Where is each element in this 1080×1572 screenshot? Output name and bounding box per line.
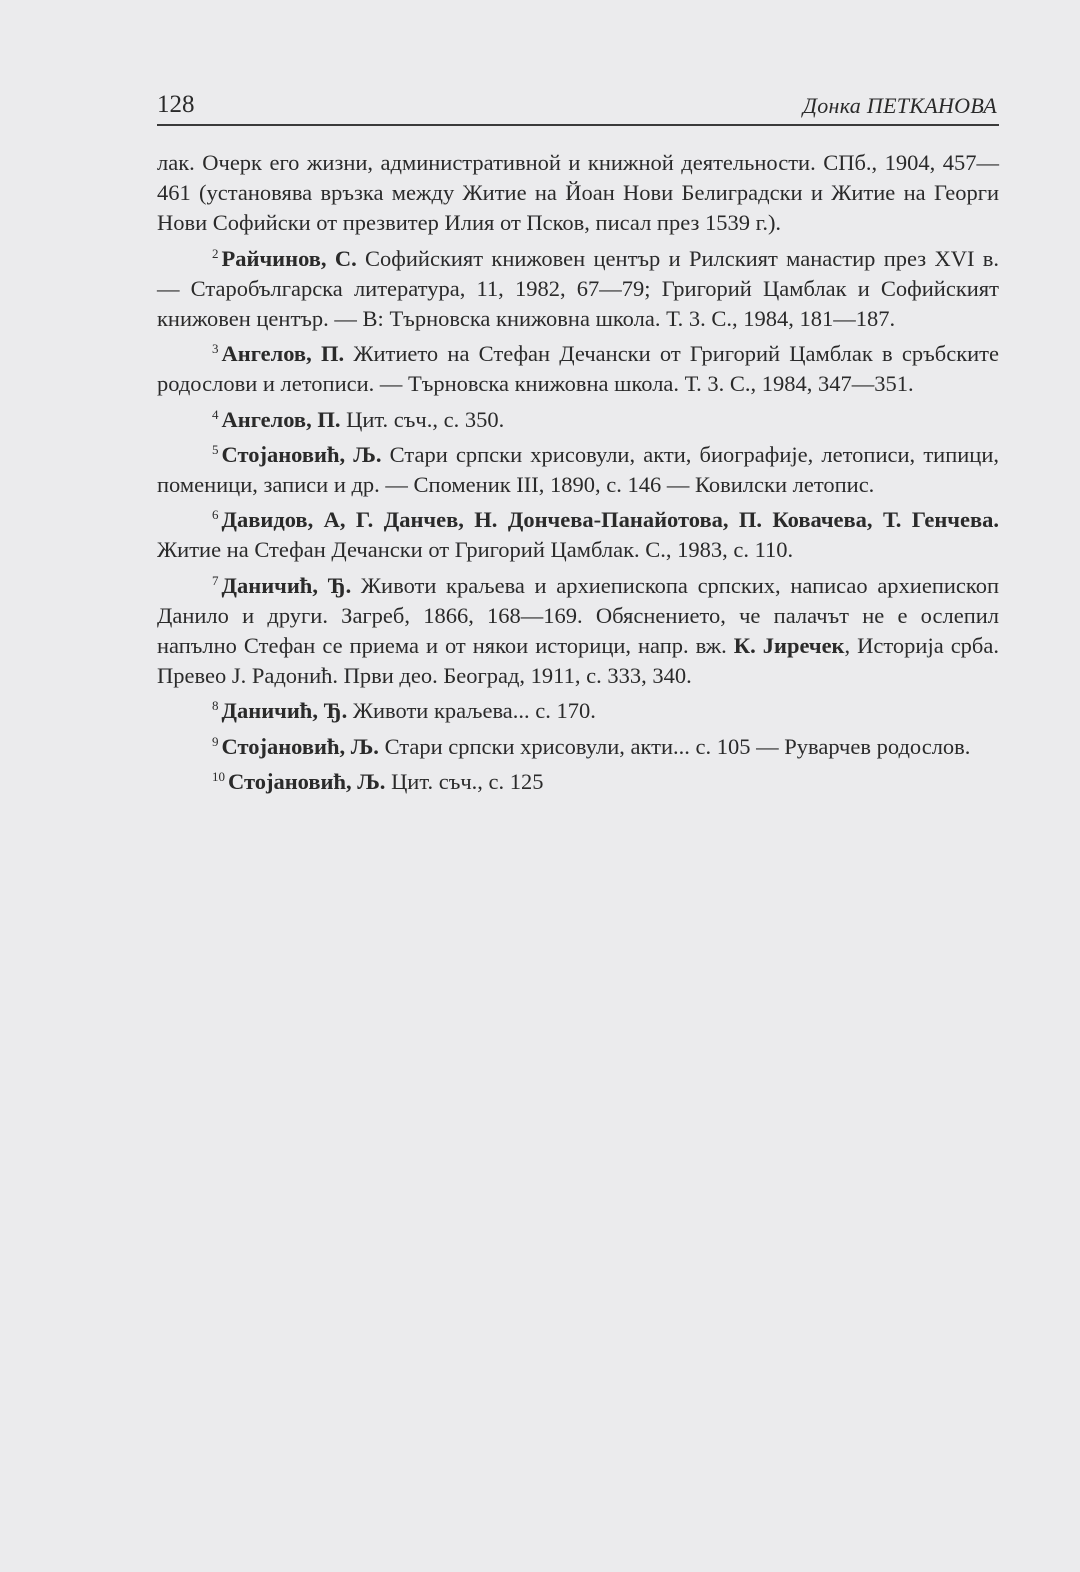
footnote-author: Ангелов, П.	[221, 341, 345, 367]
footnote-author: Стојановић, Љ.	[221, 441, 382, 467]
footnote-10	[157, 762, 999, 797]
footnote-3	[157, 334, 999, 399]
footnote-text: Животи краљева и архиепископа српских, написао архиепископ Данило и други. Загреб, 1866, 168—169. Обяснението, че палачът не е ослепил напълно Стефан се приема и от някои историци, напр. вж.	[157, 572, 999, 659]
footnote-author: Даничић, Ђ.	[221, 572, 352, 598]
footnote-number: 6	[212, 507, 219, 523]
footnote-text: Стари српски хрисовули, акти... с. 105 — Руварчев родослов.	[378, 733, 971, 759]
footnote-author: Стојановић, Љ.	[228, 768, 386, 794]
footnotes	[157, 148, 999, 797]
footnote-number: 9	[212, 733, 219, 749]
footnote-text: лак. Очерк его жизни, административной и книжной деятельности. СПб., 1904, 457—461 (установява връзка между Житие на Йоан Нови Белиградски и Житие на Георги Нови Софийски от презвитер Илия от Псков, писал през 1539 г.).	[157, 150, 999, 236]
footnote-number: 5	[212, 441, 219, 457]
footnote-5	[157, 435, 999, 500]
footnote-text: Цит. съч., с. 350.	[340, 406, 505, 432]
footnote-text: Цит. съч., с. 125	[385, 768, 544, 794]
footnote-author: Райчинов, С.	[221, 245, 357, 271]
footnote-text: , Историја срба. Превео Ј. Радонић. Први део. Београд, 1911, с. 333, 340.	[157, 633, 999, 689]
footnote-9	[157, 727, 999, 762]
footnote-number: 4	[212, 406, 219, 422]
footnote-number: 2	[212, 245, 219, 261]
footnote-text: Животи краљева... с. 170.	[347, 698, 596, 724]
footnote-author: Ангелов, П.	[221, 406, 341, 432]
footnote-8	[157, 691, 999, 726]
footnote-number: 8	[212, 698, 219, 714]
footnote-text: Стари српски хрисовули, акти, биографије, летописи, типици, поменици, записи и др. — Споменик III, 1890, с. 146 — Ковилски летопис.	[157, 441, 999, 498]
footnote-text: Софийският книжовен център и Рилският манастир през XVI в. — Старобългарска литература, 11, 1982, 67—79; Григорий Цамблак и Софийският книжовен център. — В: Търновска книжовна школа. Т. 3. С., 1984, 181—187.	[157, 245, 999, 332]
page-number: 128	[157, 91, 195, 118]
footnote-number: 10	[212, 768, 225, 784]
footnote-author: Давидов, А, Г. Данчев, Н. Дончева-Панайотова, П. Ковачева, Т. Генчева.	[221, 507, 999, 533]
running-head: Донка ПЕТКАНОВА	[802, 93, 997, 118]
footnote-author: К. Јиречек	[733, 633, 845, 659]
footnote-author: Стојановић, Љ.	[221, 733, 379, 759]
footnote-continuation	[157, 148, 999, 239]
footnote-2	[157, 239, 999, 335]
footnote-6	[157, 500, 999, 565]
footnote-number: 3	[212, 341, 219, 357]
footnote-text: Житие на Стефан Дечански от Григорий Цамблак. С., 1983, с. 110.	[157, 537, 794, 563]
footnote-4	[157, 400, 999, 435]
footnote-number: 7	[212, 572, 219, 588]
footnote-7	[157, 566, 999, 692]
page-header	[157, 88, 999, 126]
footnote-author: Даничић, Ђ.	[221, 698, 348, 724]
footnote-text: Житието на Стефан Дечански от Григорий Цамблак в сръбските родослови и летописи. — Търновска книжовна школа. Т. 3. С., 1984, 347—351.	[157, 341, 999, 397]
